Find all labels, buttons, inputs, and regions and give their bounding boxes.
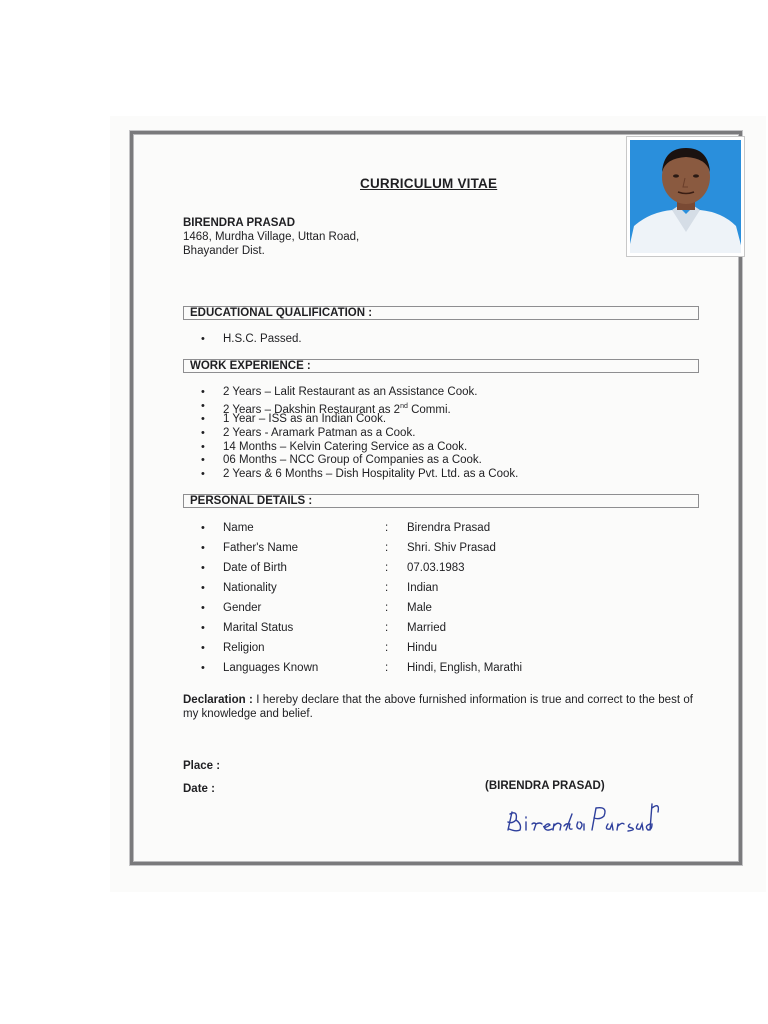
detail-value: Indian <box>407 582 439 594</box>
list-item: • 2 Years & 6 Months – Dish Hospitality Pvt. Ltd. as a Cook. <box>201 468 518 482</box>
person-photo-icon <box>630 140 741 253</box>
detail-separator: : <box>385 602 389 614</box>
detail-separator: : <box>385 642 389 654</box>
document-title: CURRICULUM VITAE <box>360 176 498 191</box>
detail-row <box>201 521 561 541</box>
detail-row <box>201 581 561 601</box>
bullet-icon: • <box>201 562 205 574</box>
place-label: Place : <box>183 760 221 772</box>
detail-row <box>201 601 561 621</box>
detail-label: Nationality <box>223 582 277 594</box>
list-item: • 2 Years – Lalit Restaurant as an Assistance Cook. <box>201 386 518 400</box>
detail-value: Male <box>407 602 432 614</box>
handwritten-signature <box>500 784 680 844</box>
list-item <box>201 400 518 414</box>
list-item: • H.S.C. Passed. <box>201 333 302 347</box>
detail-value: Shri. Shiv Prasad <box>407 542 496 554</box>
applicant-name: BIRENDRA PRASAD <box>183 217 296 229</box>
detail-value: Hindi, English, Marathi <box>407 662 523 674</box>
detail-label: Name <box>223 522 254 534</box>
education-heading: EDUCATIONAL QUALIFICATION : <box>183 306 699 320</box>
detail-separator: : <box>385 522 389 534</box>
detail-row <box>201 541 561 561</box>
address-line-1: 1468, Murdha Village, Uttan Road, <box>183 231 360 243</box>
list-item: • 14 Months – Kelvin Catering Service as a Cook. <box>201 441 518 455</box>
bullet-icon: • <box>201 662 205 674</box>
signatory-name: (BIRENDRA PRASAD) <box>485 780 605 792</box>
detail-row <box>201 561 561 581</box>
detail-separator: : <box>385 562 389 574</box>
detail-value: Birendra Prasad <box>407 522 491 534</box>
detail-separator: : <box>385 622 389 634</box>
education-list <box>201 333 302 347</box>
date-label: Date : <box>183 783 215 795</box>
passport-photo <box>626 136 745 257</box>
detail-value: 07.03.1983 <box>407 562 465 574</box>
declaration <box>183 693 693 721</box>
detail-label: Languages Known <box>223 662 319 674</box>
personal-heading: PERSONAL DETAILS : <box>183 494 699 508</box>
work-list <box>201 386 518 482</box>
detail-label: Marital Status <box>223 622 294 634</box>
detail-separator: : <box>385 542 389 554</box>
address-line-2: Bhayander Dist. <box>183 245 265 257</box>
bullet-icon: • <box>201 622 205 634</box>
declaration-label: Declaration : <box>183 694 253 706</box>
detail-value: Married <box>407 622 446 634</box>
detail-separator: : <box>385 662 389 674</box>
detail-row <box>201 641 561 661</box>
declaration-text: I hereby declare that the above furnished information is true and correct to the best of my knowledge and belief. <box>183 694 693 720</box>
bullet-icon: • <box>201 602 205 614</box>
list-item: • 2 Years - Aramark Patman as a Cook. <box>201 427 518 441</box>
bullet-icon: • <box>201 582 205 594</box>
personal-details-table <box>201 521 561 681</box>
detail-label: Gender <box>223 602 262 614</box>
detail-separator: : <box>385 582 389 594</box>
list-item: • 06 Months – NCC Group of Companies as a Cook. <box>201 454 518 468</box>
detail-label: Religion <box>223 642 265 654</box>
detail-row <box>201 621 561 641</box>
bullet-icon: • <box>201 522 205 534</box>
work-heading: WORK EXPERIENCE : <box>183 359 699 373</box>
detail-label: Father's Name <box>223 542 299 554</box>
list-item: • 1 Year – ISS as an Indian Cook. <box>201 413 518 427</box>
bullet-icon: • <box>201 642 205 654</box>
detail-label: Date of Birth <box>223 562 287 574</box>
bullet-icon: • <box>201 542 205 554</box>
detail-row <box>201 661 561 681</box>
detail-value: Hindu <box>407 642 438 654</box>
work-item-2-text: 2 Years – Dakshin Restaurant as 2nd Commi. <box>223 402 451 416</box>
